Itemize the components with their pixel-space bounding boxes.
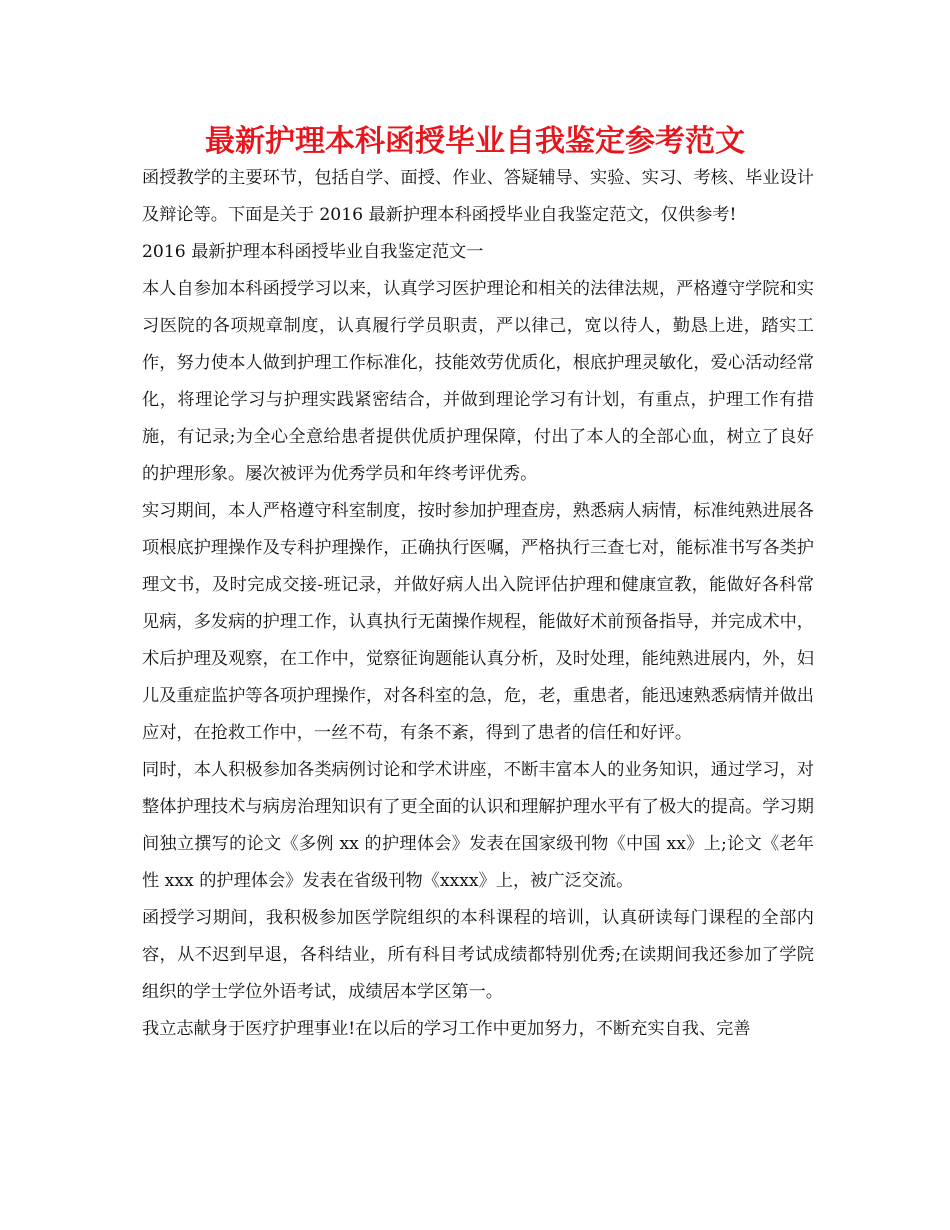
- document-body: [142, 160, 814, 1048]
- paragraph-intro: 函授教学的主要环节，包括自学、面授、作业、答疑辅导、实验、实习、考核、毕业设计及辩论等。下面是关于 2016 最新护理本科函授毕业自我鉴定范文，仅供参考!: [142, 168, 814, 225]
- paragraph-coursework: 函授学习期间，我积极参加医学院组织的本科课程的培训，认真研读每门课程的全部内容，从不迟到早退，各科结业，所有科目考试成绩都特别优秀;在读期间我还参加了学院组织的学士学位外语考试，成绩居本学区第一。: [142, 908, 814, 1002]
- document-title: 最新护理本科函授毕业自我鉴定参考范文: [205, 124, 745, 159]
- paragraph-subheading: 2016 最新护理本科函授毕业自我鉴定范文一: [142, 242, 484, 262]
- paragraph-internship: 实习期间，本人严格遵守科室制度，按时参加护理查房，熟悉病人病情，标准纯熟进展各项根底护理操作及专科护理操作，正确执行医嘱，严格执行三查七对，能标准书写各类护理文书，及时完成交接-班记录，并做好病人出入院评估护理和健康宣教，能做好各科常见病，多发病的护理工作，认真执行无菌操作规程，能做好术前预备指导，并完成术中，术后护理及观察，在工作中，觉察征询题能认真分析，及时处理，能纯熟进展内，外，妇儿及重症监护等各项护理操作，对各科室的急，危，老，重患者，能迅速熟悉病情并做出应对，在抢救工作中，一丝不苟，有条不紊，得到了患者的信任和好评。: [142, 501, 814, 743]
- paragraph-research: 同时，本人积极参加各类病例讨论和学术讲座，不断丰富本人的业务知识，通过学习，对整体护理技术与病房治理知识有了更全面的认识和理解护理水平有了极大的提高。学习期间独立撰写的论文《多例 xx 的护理体会》发表在国家级刊物《中国 xx》上;论文《老年性 xxx 的护理体会》发表在省级刊物《xxxx》上，被广泛交流。: [142, 760, 814, 891]
- paragraph-self-study: 本人自参加本科函授学习以来，认真学习医护理论和相关的法律法规，严格遵守学院和实习医院的各项规章制度，认真履行学员职责，严以律己，宽以待人，勤恳上进，踏实工作，努力使本人做到护理工作标准化，技能效劳优质化，根底护理灵敏化，爱心活动经常化，将理论学习与护理实践紧密结合，并做到理论学习有计划，有重点，护理工作有措施，有记录;为全心全意给患者提供优质护理保障，付出了本人的全部心血，树立了良好的护理形象。屡次被评为优秀学员和年终考评优秀。: [142, 279, 814, 484]
- paragraph-closing: 我立志献身于医疗护理事业!在以后的学习工作中更加努力，不断充实自我、完善: [142, 1019, 751, 1039]
